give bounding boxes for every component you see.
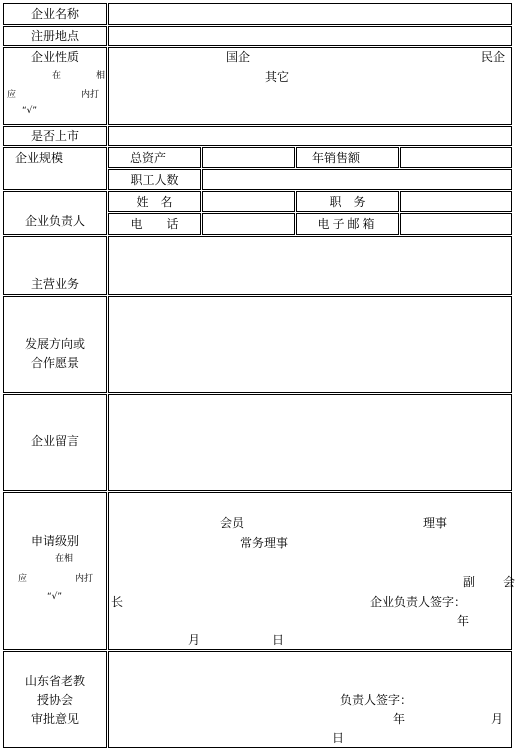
level-label-cell <box>3 492 107 650</box>
level-sign-label: 企业负责人签字： <box>370 595 467 609</box>
level-hint-in: 在相 <box>55 554 74 564</box>
message-label: 企业留言 <box>30 434 79 448</box>
approval-sign-label: 负责人签字： <box>340 693 413 707</box>
leader-position-input[interactable] <box>400 191 512 212</box>
level-option-standing[interactable]: 常务理事 <box>240 536 289 550</box>
level-month-label: 月 <box>188 633 201 647</box>
level-option-director[interactable]: 理事 <box>423 516 448 530</box>
direction-label-line1: 发展方向或 <box>24 337 85 351</box>
level-day-label: 日 <box>272 633 285 647</box>
level-label: 申请级别 <box>30 534 79 548</box>
main-business-input[interactable] <box>108 236 512 295</box>
approval-month-label: 月 <box>491 712 504 726</box>
main-business-label: 主营业务 <box>30 277 79 291</box>
approval-label-line2: 授协会 <box>36 693 73 707</box>
level-hint-neida: 内打 <box>75 574 94 584</box>
level-option-vice-line2[interactable]: 长 <box>111 595 124 609</box>
company-type-hint-tick: “√” <box>22 106 38 116</box>
company-type-label: 企业性质 <box>30 50 79 64</box>
leader-label-cell <box>3 191 107 235</box>
direction-input[interactable] <box>108 296 512 393</box>
company-type-hint-in: 在 <box>52 71 62 81</box>
approval-label-line1: 山东省老教 <box>24 674 85 688</box>
annual-sales-input[interactable] <box>400 147 512 168</box>
leader-phone-input[interactable] <box>202 213 295 235</box>
direction-label-line2: 合作愿景 <box>30 356 79 370</box>
listed-label: 是否上市 <box>30 129 79 143</box>
leader-phone-label: 电 话 <box>130 217 179 231</box>
company-type-hint-neida: 内打 <box>81 90 100 100</box>
message-input[interactable] <box>108 394 512 491</box>
level-option-member[interactable]: 会员 <box>220 516 245 530</box>
reg-address-input[interactable] <box>108 26 512 46</box>
leader-name-input[interactable] <box>202 191 295 212</box>
approval-label-line3: 审批意见 <box>30 712 79 726</box>
level-year-label: 年 <box>457 614 470 628</box>
company-type-hint-ying: 应 <box>7 90 17 100</box>
company-name-label: 企业名称 <box>30 7 79 21</box>
leader-position-label: 职 务 <box>329 195 366 209</box>
company-type-hint-xiang: 相 <box>96 71 106 81</box>
scale-label: 企业规模 <box>14 151 63 165</box>
level-hint-tick: “√” <box>47 592 63 602</box>
level-options-cell <box>108 492 512 650</box>
company-type-option-other[interactable]: 其它 <box>265 70 290 84</box>
reg-address-label: 注册地点 <box>30 29 79 43</box>
listed-input[interactable] <box>108 126 512 146</box>
approval-year-label: 年 <box>393 712 406 726</box>
company-name-input[interactable] <box>108 3 512 25</box>
employees-label: 职工人数 <box>130 173 179 187</box>
company-type-option-state[interactable]: 国企 <box>226 50 251 64</box>
company-type-option-private[interactable]: 民企 <box>481 50 506 64</box>
leader-name-label: 姓 名 <box>136 195 173 209</box>
total-assets-input[interactable] <box>202 147 295 168</box>
leader-label: 企业负责人 <box>24 214 85 228</box>
leader-email-label: 电子邮箱 <box>317 217 378 231</box>
approval-day-label: 日 <box>332 731 345 745</box>
leader-email-input[interactable] <box>400 213 512 235</box>
employees-input[interactable] <box>202 169 512 190</box>
approval-input-cell[interactable] <box>108 651 512 748</box>
level-hint-ying: 应 <box>18 574 28 584</box>
company-type-options-cell <box>108 47 512 125</box>
level-option-vice-line1[interactable]: 副 会 <box>463 575 523 589</box>
total-assets-label: 总资产 <box>129 151 166 165</box>
annual-sales-label: 年销售额 <box>311 151 360 165</box>
